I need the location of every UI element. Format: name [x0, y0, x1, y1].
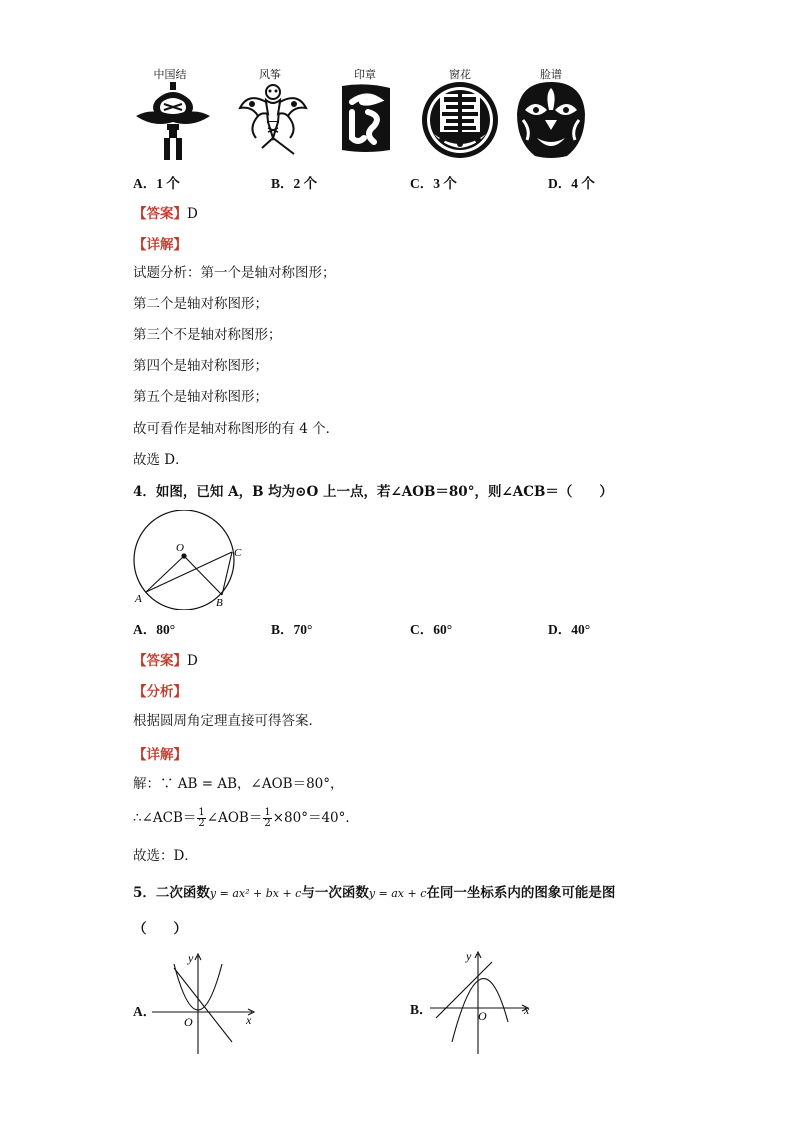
- q5-stem-pre: 5．二次函数: [133, 885, 210, 901]
- fraction-half-1: [197, 808, 205, 829]
- q3-option-b: B．2 个: [271, 176, 318, 191]
- q3-option-d: D．4 个: [548, 176, 595, 191]
- label-b: B: [216, 597, 223, 609]
- q4-circle-diagram: [128, 510, 258, 610]
- figure-label-seal: 印章: [354, 68, 376, 81]
- q4-stem: 4．如图，已知 A，B 均为⊙O 上一点，若∠AOB＝80°，则∠ACB＝（ ）: [133, 484, 613, 500]
- q5-graph-a-label: A．: [133, 1004, 157, 1019]
- q4-analysis-tag: 【分析】: [133, 684, 187, 700]
- half-den-2: 2: [264, 818, 271, 829]
- q3-answer-value: D: [187, 206, 198, 222]
- graph-b-y-label: y: [466, 949, 472, 963]
- seal-icon: [338, 82, 394, 154]
- q3-line-6: 故可看作是轴对称图形的有 4 个．: [133, 421, 340, 437]
- label-o: O: [176, 542, 184, 554]
- q3-line-4: 第四个是轴对称图形；: [133, 358, 268, 374]
- q5-stem: [133, 884, 615, 903]
- q3-detail-tag: 【详解】: [133, 237, 187, 253]
- q5-equation-linear: y = ax + c: [368, 887, 427, 900]
- q4-option-b: B．70°: [271, 622, 313, 637]
- fraction-half-2: [263, 808, 271, 829]
- q3-line-2: 第二个是轴对称图形；: [133, 296, 268, 312]
- label-a: A: [135, 593, 142, 605]
- q3-answer-tag: 【答案】: [133, 206, 187, 222]
- q3-option-c: C．3 个: [410, 176, 457, 191]
- figure-row: [130, 62, 650, 162]
- q5-equation-quadratic: y = ax² + bx + c: [209, 887, 302, 900]
- q3-line-7: 故选 D．: [133, 452, 189, 468]
- graph-b-x-label: x: [524, 1003, 530, 1017]
- q5-graph-b: [430, 946, 540, 1056]
- q5-graph-a: [152, 950, 262, 1056]
- figure-label-mask: 脸谱: [540, 68, 562, 81]
- chinese-knot-icon: [134, 82, 214, 160]
- half-den: 2: [198, 818, 205, 829]
- q3-answer-row: [133, 202, 198, 222]
- q4-option-d: D．40°: [548, 622, 591, 637]
- q4-solution-line-3: 故选：D．: [133, 848, 198, 864]
- graph-b-origin: O: [478, 1009, 487, 1023]
- q4-answer-tag: 【答案】: [133, 653, 187, 669]
- q4-answer-row: [133, 649, 198, 669]
- q4-detail-tag: 【详解】: [133, 747, 187, 763]
- sol2-suffix: ×80°＝40°．: [272, 810, 359, 826]
- q3-line-1: 试题分析：第一个是轴对称图形；: [133, 265, 336, 281]
- sol2-prefix: ∴∠ACB＝: [133, 810, 197, 826]
- q4-solution-line-1: 解：∵ AB = AB，∠AOB＝80°，: [133, 776, 344, 792]
- figure-label-window: 窗花: [449, 68, 471, 81]
- q3-line-5: 第五个是轴对称图形；: [133, 389, 268, 405]
- figure-label-kite: 风筝: [259, 68, 281, 81]
- half-num-2: 1: [264, 807, 271, 818]
- half-num: 1: [198, 807, 205, 818]
- q5-paren: （ ）: [133, 921, 187, 937]
- q5-graph-b-label: B．: [410, 1002, 433, 1017]
- graph-a-x-label: x: [246, 1013, 252, 1027]
- kite-icon: [238, 82, 308, 156]
- q4-option-a: A．80°: [133, 622, 176, 637]
- q3-line-3: 第三个不是轴对称图形；: [133, 327, 282, 343]
- label-c: C: [234, 547, 242, 559]
- figure-label-knot: 中国结: [153, 68, 187, 81]
- q4-answer-value: D: [187, 653, 198, 669]
- q5-stem-post: 在同一坐标系内的图象可能是图: [426, 885, 616, 901]
- q3-option-a: A．1 个: [133, 176, 180, 191]
- q4-option-c: C．60°: [410, 622, 453, 637]
- opera-mask-icon: [515, 80, 587, 160]
- q4-solution-line-2: [133, 808, 359, 829]
- graph-a-origin: O: [184, 1015, 193, 1029]
- window-paper-cut-icon: [420, 80, 500, 160]
- sol2-mid: ∠AOB＝: [206, 810, 263, 826]
- q5-stem-mid: 与一次函数: [301, 885, 369, 901]
- q4-analysis: 根据圆周角定理直接可得答案．: [133, 713, 322, 729]
- graph-a-y-label: y: [188, 951, 194, 965]
